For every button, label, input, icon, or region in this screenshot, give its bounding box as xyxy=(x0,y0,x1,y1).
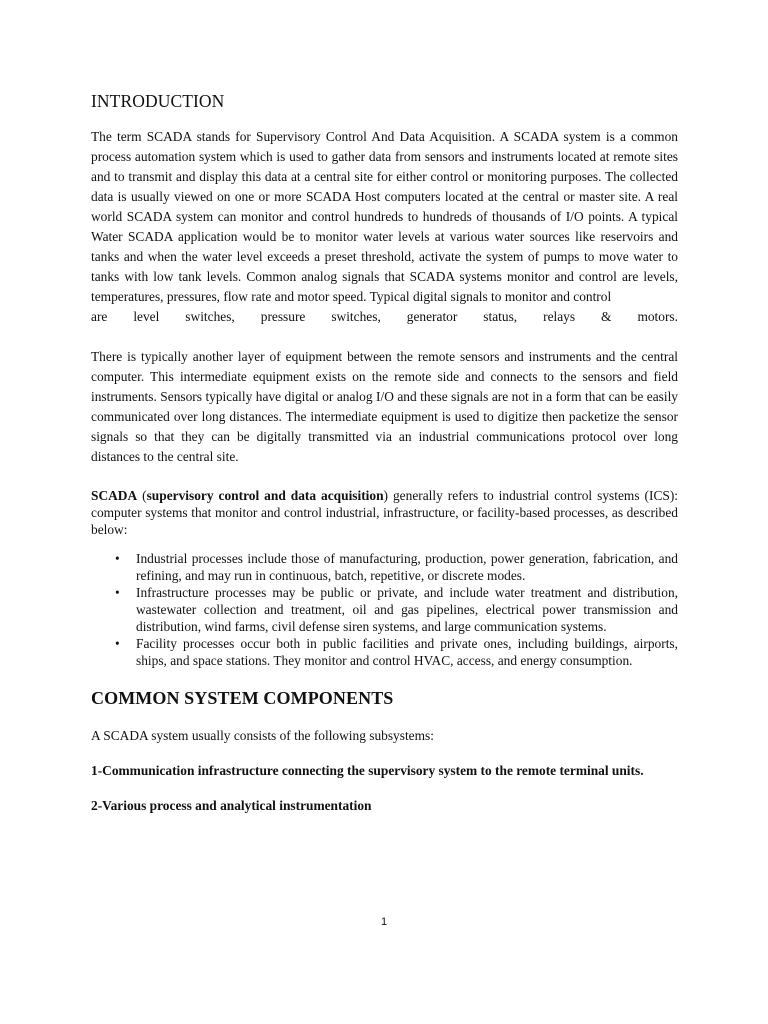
list-item-text: Industrial processes include those of manufacturing, production, power generation, fabrication, and refining, and may run in continuous, batch, repetitive, or discrete modes. xyxy=(136,551,678,583)
component-item-1: 1-Communication infrastructure connecting the supervisory system to the remote terminal units. xyxy=(91,763,644,778)
paragraph-3-rest: ) generally refers to industrial control systems (ICS): computer systems that monitor and control industrial, infrastructure, or facility-based processes, as described below: xyxy=(91,488,678,537)
intro-paragraph-3 xyxy=(91,487,678,538)
document-page xyxy=(91,88,678,832)
list-item-text: Infrastructure processes may be public or private, and include water treatment and distribution, wastewater collection and treatment, oil and gas pipelines, electrical power transmission and distribution, wind farms, civil defense siren systems, and large communication systems. xyxy=(136,585,678,634)
paren-open: ( xyxy=(137,488,147,503)
component-item-2: 2-Various process and analytical instrumentation xyxy=(91,798,372,813)
list-item xyxy=(91,635,678,669)
list-item xyxy=(91,550,678,584)
intro-paragraph-1-last-line: are level switches, pressure switches, generator status, relays & motors. xyxy=(91,309,678,324)
list-item-text: Facility processes occur both in public facilities and private ones, including buildings, airports, ships, and space stations. They monitor and control HVAC, access, and energy consumption. xyxy=(136,636,678,668)
components-lead: A SCADA system usually consists of the following subsystems: xyxy=(91,728,434,743)
bullet-icon: • xyxy=(115,585,120,600)
intro-paragraph-1 xyxy=(91,127,678,327)
intro-paragraph-2: There is typically another layer of equipment between the remote sensors and instruments and the central computer. This intermediate equipment exists on the remote side and connects to the sensors and field instruments. Sensors typically have digital or analog I/O and these signals are not in a form that can be easily communicated over long distances. The intermediate equipment is used to digitize then packetize the sensor signals so that they can be digitally transmitted via an industrial communications protocol over long distances to the central site. xyxy=(91,349,678,464)
process-bullet-list xyxy=(91,550,678,669)
intro-paragraph-1-body: The term SCADA stands for Supervisory Control And Data Acquisition. A SCADA system is a common process automation system which is used to gather data from sensors and instruments located at remote sites and to transmit and display this data at a central site for either control or monitoring purposes. The collected data is usually viewed on one or more SCADA Host computers located at the central or master site. A real world SCADA system can monitor and control hundreds to hundreds of thousands of I/O points. A typical Water SCADA application would be to monitor water levels at various water sources like reservoirs and tanks and when the water level exceeds a preset threshold, activate the system of pumps to move water to tanks with low tank levels. Common analog signals that SCADA systems monitor and control are levels, temperatures, pressures, flow rate and motor speed. Typical digital signals to monitor and control xyxy=(91,129,678,304)
page-number: 1 xyxy=(380,916,388,928)
scada-expansion: supervisory control and data acquisition xyxy=(146,488,384,503)
components-heading: COMMON SYSTEM COMPONENTS xyxy=(91,688,394,708)
list-item xyxy=(91,584,678,635)
bullet-icon: • xyxy=(115,636,120,651)
introduction-heading: INTRODUCTION xyxy=(91,91,225,111)
bullet-icon: • xyxy=(115,551,120,566)
scada-term: SCADA xyxy=(91,488,138,503)
